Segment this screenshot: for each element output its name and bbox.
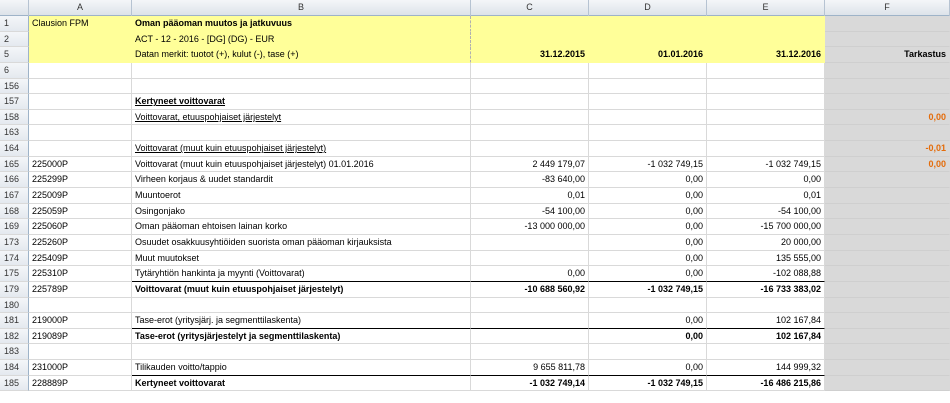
cell[interactable] <box>707 32 825 48</box>
row-number[interactable]: 5 <box>0 47 29 63</box>
cell[interactable]: -1 032 749,15 <box>707 157 825 173</box>
cell[interactable]: 0,00 <box>589 251 707 267</box>
cell[interactable]: Oman pääoman ehtoisen lainan korko <box>132 219 471 235</box>
table-row <box>0 298 950 314</box>
cell[interactable] <box>471 125 589 141</box>
cell[interactable] <box>29 47 132 63</box>
cell[interactable]: -13 000 000,00 <box>471 219 589 235</box>
cell[interactable] <box>825 16 950 32</box>
total-row <box>0 376 950 392</box>
subtotal-row <box>0 329 950 345</box>
account-code[interactable]: 219000P <box>29 313 132 329</box>
cell[interactable] <box>825 282 950 298</box>
row-number[interactable]: 2 <box>0 32 29 48</box>
cell[interactable] <box>589 63 707 79</box>
cell[interactable] <box>707 79 825 95</box>
cell[interactable]: 0,00 <box>589 235 707 251</box>
table-row <box>0 125 950 141</box>
row-number[interactable]: 166 <box>0 172 29 188</box>
row-number[interactable]: 175 <box>0 266 29 282</box>
cell[interactable]: Tytäryhtiön hankinta ja myynti (Voittovarat) <box>132 266 471 282</box>
check-cell[interactable]: 0,00 <box>825 157 950 173</box>
row-number[interactable]: 168 <box>0 204 29 220</box>
data-sign-note[interactable]: Datan merkit: tuotot (+), kulut (-), tase (+) <box>132 47 471 63</box>
cell[interactable]: Voittovarat (muut kuin etuuspohjaiset järjestelyt) 01.01.2016 <box>132 157 471 173</box>
cell[interactable] <box>707 94 825 110</box>
date-header-d[interactable]: 01.01.2016 <box>589 47 707 63</box>
account-code[interactable]: 231000P <box>29 360 132 376</box>
check-cell[interactable]: -0,01 <box>825 141 950 157</box>
cell[interactable] <box>471 94 589 110</box>
row-number[interactable]: 1 <box>0 16 29 32</box>
cell[interactable] <box>825 188 950 204</box>
account-code[interactable]: 225059P <box>29 204 132 220</box>
cell[interactable]: Virheen korjaus & uudet standardit <box>132 172 471 188</box>
cell[interactable]: 0,00 <box>707 172 825 188</box>
table-row <box>0 219 950 235</box>
account-code[interactable]: 228889P <box>29 376 132 392</box>
row-number[interactable]: 184 <box>0 360 29 376</box>
cell[interactable] <box>707 63 825 79</box>
cell[interactable] <box>471 313 589 329</box>
header-row-5 <box>0 47 950 63</box>
cell[interactable]: Kertyneet voittovarat <box>132 376 471 392</box>
row-number[interactable]: 164 <box>0 141 29 157</box>
cell[interactable]: 144 999,32 <box>707 360 825 376</box>
cell[interactable] <box>825 313 950 329</box>
table-row <box>0 344 950 360</box>
row-number[interactable]: 156 <box>0 79 29 95</box>
cell[interactable] <box>707 298 825 314</box>
table-row <box>0 266 950 282</box>
grid-rows <box>0 16 950 391</box>
account-code[interactable]: 219089P <box>29 329 132 345</box>
cell[interactable]: 0,01 <box>471 188 589 204</box>
column-header-d[interactable]: D <box>589 0 707 16</box>
cell[interactable] <box>29 63 132 79</box>
row-number[interactable]: 173 <box>0 235 29 251</box>
cell[interactable] <box>471 110 589 126</box>
account-code[interactable]: 225299P <box>29 172 132 188</box>
cell[interactable] <box>132 298 471 314</box>
column-header-f[interactable]: F <box>825 0 950 16</box>
row-number[interactable]: 158 <box>0 110 29 126</box>
row-number[interactable]: 165 <box>0 157 29 173</box>
cell[interactable] <box>589 141 707 157</box>
cell[interactable]: -15 700 000,00 <box>707 219 825 235</box>
cell[interactable] <box>707 125 825 141</box>
table-row <box>0 251 950 267</box>
header-row-1 <box>0 16 950 32</box>
row-number[interactable]: 174 <box>0 251 29 267</box>
cell[interactable] <box>825 298 950 314</box>
table-row <box>0 79 950 95</box>
table-row <box>0 94 950 110</box>
cell[interactable] <box>825 219 950 235</box>
cell[interactable] <box>589 110 707 126</box>
cell[interactable] <box>471 63 589 79</box>
cell[interactable] <box>825 251 950 267</box>
row-number[interactable]: 157 <box>0 94 29 110</box>
row-number[interactable]: 169 <box>0 219 29 235</box>
row-number[interactable]: 180 <box>0 298 29 314</box>
row-number[interactable]: 167 <box>0 188 29 204</box>
cell[interactable]: 0,00 <box>589 266 707 282</box>
cell[interactable]: -1 032 749,15 <box>589 282 707 298</box>
cell[interactable] <box>825 376 950 392</box>
cell[interactable]: Voittovarat (muut kuin etuuspohjaiset järjestelyt) <box>132 141 471 157</box>
table-row <box>0 188 950 204</box>
cell[interactable] <box>29 125 132 141</box>
cell[interactable]: -16 486 215,86 <box>707 376 825 392</box>
report-subtitle[interactable]: ACT - 12 - 2016 - [DG] (DG) - EUR <box>132 32 471 48</box>
cell[interactable]: 0,00 <box>589 204 707 220</box>
cell[interactable]: -1 032 749,15 <box>589 157 707 173</box>
account-code[interactable]: 225310P <box>29 266 132 282</box>
cell[interactable]: 0,00 <box>589 329 707 345</box>
cell[interactable]: 135 555,00 <box>707 251 825 267</box>
cell[interactable] <box>825 32 950 48</box>
cell[interactable]: -54 100,00 <box>707 204 825 220</box>
cell[interactable] <box>29 32 132 48</box>
cell[interactable] <box>707 16 825 32</box>
cell[interactable]: Voittovarat (muut kuin etuuspohjaiset järjestelyt) <box>132 282 471 298</box>
table-row <box>0 172 950 188</box>
cell[interactable] <box>29 141 132 157</box>
cell[interactable] <box>707 110 825 126</box>
cell[interactable] <box>132 63 471 79</box>
row-number[interactable]: 163 <box>0 125 29 141</box>
cell[interactable] <box>471 329 589 345</box>
cell[interactable] <box>825 235 950 251</box>
cell[interactable]: Tase-erot (yritysjärj. ja segmenttilaskenta) <box>132 313 471 329</box>
cell[interactable] <box>825 94 950 110</box>
cell[interactable]: 2 449 179,07 <box>471 157 589 173</box>
cell[interactable] <box>471 251 589 267</box>
date-header-c[interactable]: 31.12.2015 <box>471 47 589 63</box>
cell[interactable]: Osingonjako <box>132 204 471 220</box>
row-number[interactable]: 6 <box>0 63 29 79</box>
check-cell[interactable]: 0,00 <box>825 110 950 126</box>
cell[interactable] <box>707 141 825 157</box>
cell[interactable]: Voittovarat, etuuspohjaiset järjestelyt <box>132 110 471 126</box>
row-number[interactable]: 179 <box>0 282 29 298</box>
table-row <box>0 235 950 251</box>
cell[interactable]: Tilikauden voitto/tappio <box>132 360 471 376</box>
check-header[interactable]: Tarkastus <box>825 47 950 63</box>
cell[interactable] <box>132 125 471 141</box>
cell[interactable]: 20 000,00 <box>707 235 825 251</box>
row-number[interactable]: 183 <box>0 344 29 360</box>
cell[interactable] <box>132 79 471 95</box>
cell[interactable] <box>825 266 950 282</box>
cell[interactable] <box>825 360 950 376</box>
column-header-e[interactable]: E <box>707 0 825 16</box>
cell[interactable] <box>29 298 132 314</box>
cell[interactable] <box>589 125 707 141</box>
cell[interactable] <box>825 204 950 220</box>
cell[interactable]: Clausion FPM <box>29 16 132 32</box>
cell[interactable] <box>471 298 589 314</box>
cell[interactable] <box>471 235 589 251</box>
cell[interactable]: -16 733 383,02 <box>707 282 825 298</box>
account-code[interactable]: 225260P <box>29 235 132 251</box>
account-code[interactable]: 225009P <box>29 188 132 204</box>
cell[interactable]: -102 088,88 <box>707 266 825 282</box>
header-row-2 <box>0 32 950 48</box>
cell[interactable] <box>825 79 950 95</box>
account-code[interactable]: 225789P <box>29 282 132 298</box>
table-row <box>0 63 950 79</box>
cell[interactable]: -54 100,00 <box>471 204 589 220</box>
row-number[interactable]: 182 <box>0 329 29 345</box>
cell[interactable]: 0,00 <box>589 360 707 376</box>
table-row <box>0 204 950 220</box>
table-row <box>0 110 950 126</box>
cell[interactable] <box>825 172 950 188</box>
column-header-a[interactable]: A <box>29 0 132 16</box>
cell[interactable]: Muuntoerot <box>132 188 471 204</box>
cell[interactable]: 0,00 <box>471 266 589 282</box>
cell[interactable]: -10 688 560,92 <box>471 282 589 298</box>
cell[interactable] <box>29 94 132 110</box>
table-row <box>0 157 950 173</box>
section-heading[interactable]: Kertyneet voittovarat <box>132 94 471 110</box>
cell[interactable]: -83 640,00 <box>471 172 589 188</box>
cell[interactable] <box>471 141 589 157</box>
row-number[interactable]: 181 <box>0 313 29 329</box>
row-number[interactable]: 185 <box>0 376 29 392</box>
column-header-bar <box>0 0 950 16</box>
subtotal-row <box>0 282 950 298</box>
cell[interactable] <box>825 125 950 141</box>
cell[interactable]: Muut muutokset <box>132 251 471 267</box>
cell[interactable] <box>471 79 589 95</box>
cell[interactable] <box>589 79 707 95</box>
cell[interactable]: 0,00 <box>589 219 707 235</box>
cell[interactable] <box>471 344 589 360</box>
cell[interactable]: -1 032 749,14 <box>471 376 589 392</box>
column-header-c[interactable]: C <box>471 0 589 16</box>
account-code[interactable]: 225409P <box>29 251 132 267</box>
select-all-corner[interactable] <box>0 0 29 16</box>
cell[interactable] <box>29 344 132 360</box>
cell[interactable]: 0,00 <box>589 188 707 204</box>
table-row <box>0 141 950 157</box>
cell[interactable] <box>589 94 707 110</box>
cell[interactable] <box>707 344 825 360</box>
report-title[interactable]: Oman pääoman muutos ja jatkuvuus <box>132 16 471 32</box>
cell[interactable] <box>29 79 132 95</box>
cell[interactable] <box>132 344 471 360</box>
cell[interactable]: Osuudet osakkuusyhtiöiden suorista oman pääoman kirjauksista <box>132 235 471 251</box>
cell[interactable]: 102 167,84 <box>707 329 825 345</box>
cell[interactable]: 0,00 <box>589 172 707 188</box>
account-code[interactable]: 225060P <box>29 219 132 235</box>
cell[interactable] <box>825 63 950 79</box>
cell[interactable] <box>589 298 707 314</box>
cell[interactable]: 9 655 811,78 <box>471 360 589 376</box>
date-header-e[interactable]: 31.12.2016 <box>707 47 825 63</box>
cell[interactable] <box>589 16 707 32</box>
cell[interactable] <box>471 32 589 48</box>
cell[interactable] <box>589 32 707 48</box>
cell[interactable] <box>471 16 589 32</box>
table-row <box>0 360 950 376</box>
cell[interactable] <box>825 329 950 345</box>
cell[interactable]: Tase-erot (yritysjärjestelyt ja segmenttilaskenta) <box>132 329 471 345</box>
table-row <box>0 313 950 329</box>
account-code[interactable]: 225000P <box>29 157 132 173</box>
column-header-b[interactable]: B <box>132 0 471 16</box>
cell[interactable]: 102 167,84 <box>707 313 825 329</box>
cell[interactable] <box>825 344 950 360</box>
cell[interactable] <box>29 110 132 126</box>
cell[interactable]: 0,00 <box>589 313 707 329</box>
cell[interactable]: 0,01 <box>707 188 825 204</box>
cell[interactable] <box>589 344 707 360</box>
cell[interactable]: -1 032 749,15 <box>589 376 707 392</box>
